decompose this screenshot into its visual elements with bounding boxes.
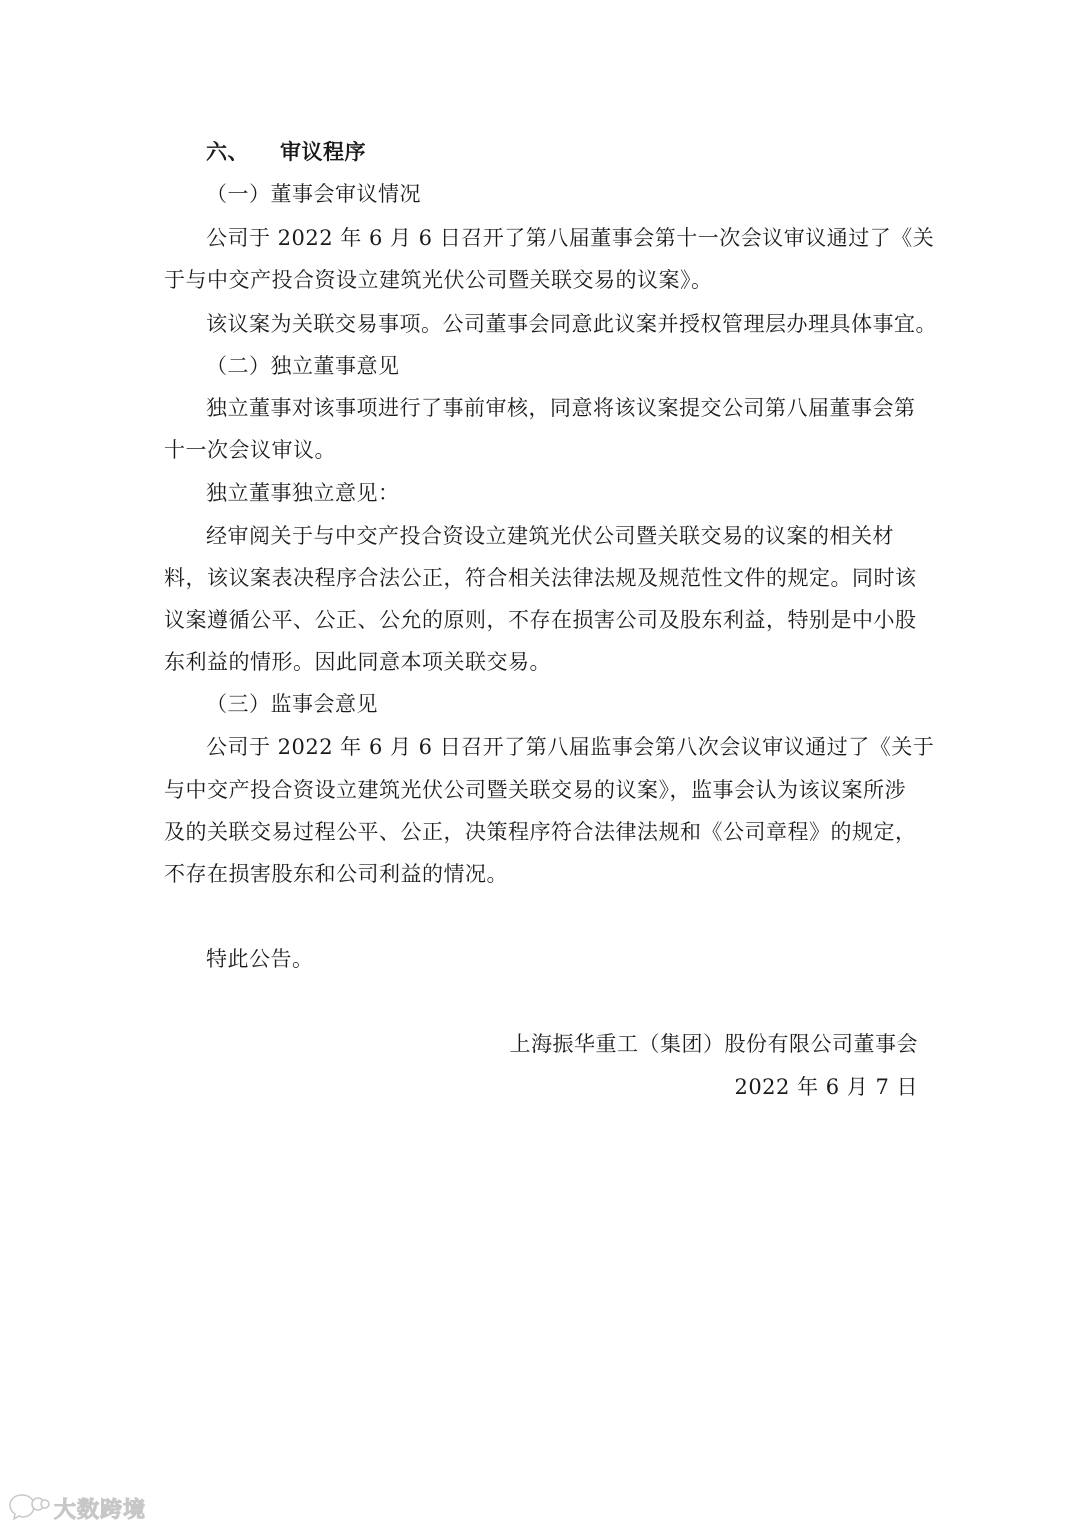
independent-paragraph-3-line-3: 议案遵循公平、公正、公允的原则，不存在损害公司及股东利益，特别是中小股 bbox=[164, 608, 917, 632]
independent-paragraph-1-line-1: 独立董事对该事项进行了事前审核，同意将该议案提交公司第八届董事会第 bbox=[206, 396, 916, 420]
closing-statement: 特此公告。 bbox=[206, 947, 314, 971]
board-paragraph-1-line-1: 公司于 2022 年 6 月 6 日召开了第八届董事会第十一次会议审议通过了《关 bbox=[206, 226, 935, 250]
independent-paragraph-3-line-2: 料，该议案表决程序合法公正，符合相关法律法规及规范性文件的规定。同时该 bbox=[164, 566, 917, 590]
supervisory-paragraph-1-line-1: 公司于 2022 年 6 月 6 日召开了第八届监事会第八次会议审议通过了《关于 bbox=[206, 735, 935, 759]
supervisory-paragraph-1-line-3: 及的关联交易过程公平、公正，决策程序符合法律法规和《公司章程》的规定， bbox=[164, 820, 917, 844]
independent-paragraph-3-line-4: 东利益的情形。因此同意本项关联交易。 bbox=[164, 650, 551, 674]
independent-paragraph-2: 独立董事独立意见： bbox=[206, 481, 400, 505]
section-title: 审议程序 bbox=[280, 140, 366, 164]
independent-heading: （二）独立董事意见 bbox=[206, 354, 400, 378]
board-heading: （一）董事会审议情况 bbox=[206, 182, 421, 206]
board-paragraph-1-line-2: 于与中交产投合资设立建筑光伏公司暨关联交易的议案》。 bbox=[164, 268, 713, 292]
supervisory-paragraph-1-line-4: 不存在损害股东和公司利益的情况。 bbox=[164, 862, 508, 886]
signature-date: 2022 年 6 月 7 日 bbox=[734, 1075, 918, 1099]
independent-paragraph-1-line-2: 十一次会议审议。 bbox=[164, 438, 336, 462]
watermark bbox=[8, 1490, 146, 1526]
supervisory-paragraph-1-line-2: 与中交产投合资设立建筑光伏公司暨关联交易的议案》，监事会认为该议案所涉 bbox=[164, 778, 906, 802]
independent-paragraph-3-line-1: 经审阅关于与中交产投合资设立建筑光伏公司暨关联交易的议案的相关材 bbox=[206, 524, 894, 548]
signature-company: 上海振华重工（集团）股份有限公司董事会 bbox=[509, 1032, 918, 1056]
chat-bubble-logo-icon bbox=[8, 1491, 50, 1525]
board-paragraph-2: 该议案为关联交易事项。公司董事会同意此议案并授权管理层办理具体事宜。 bbox=[206, 312, 937, 336]
section-number: 六、 bbox=[206, 140, 249, 164]
watermark-text: 大数跨境 bbox=[54, 1497, 147, 1523]
section-heading bbox=[206, 138, 366, 166]
supervisory-heading: （三）监事会意见 bbox=[206, 692, 378, 716]
